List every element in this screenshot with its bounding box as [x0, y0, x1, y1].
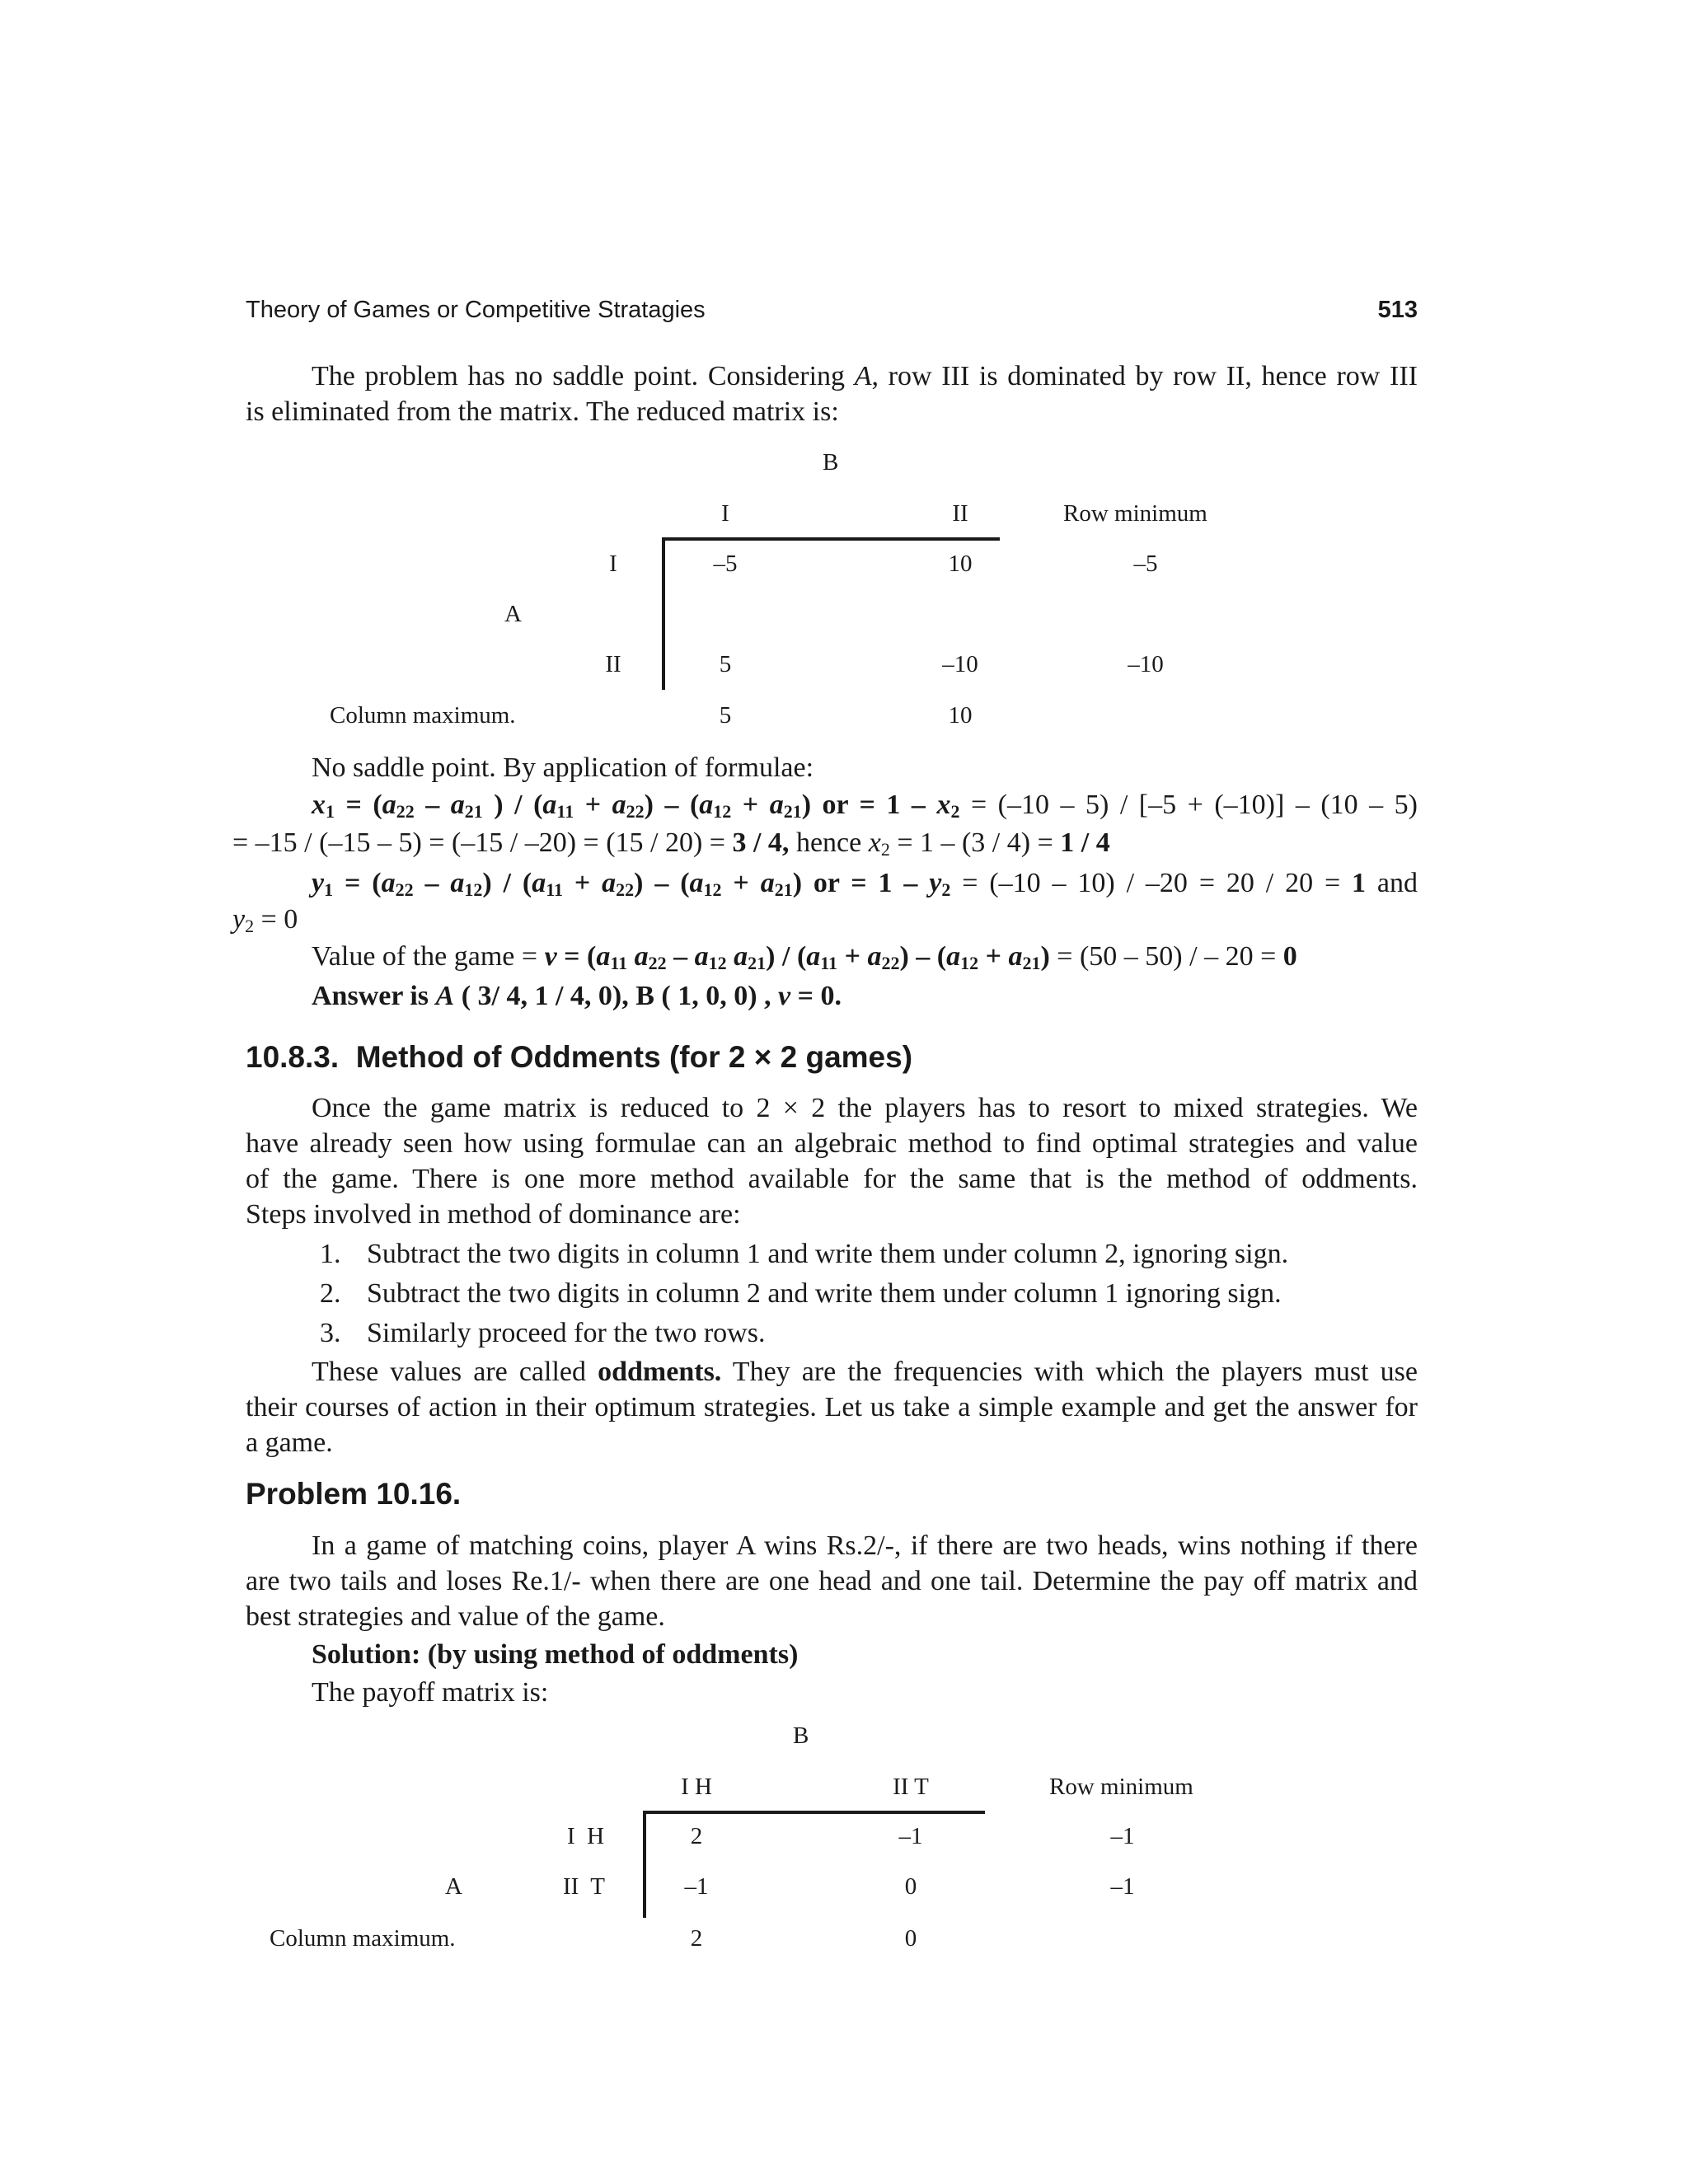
running-header-title: Theory of Games or Competitive Stratagies: [246, 297, 706, 323]
step-number: 3.: [320, 1318, 341, 1348]
intro-line-2: is eliminated from the matrix. The reduced matrix is:: [246, 396, 839, 427]
step-text: Subtract the two digits in column 2 and write them under column 1 ignoring sign.: [367, 1278, 1282, 1309]
col-max-label: Column maximum.: [330, 702, 516, 729]
formula-y2: $y_2 = 0$: [232, 904, 298, 936]
col-header: I H: [681, 1774, 712, 1800]
matrix-cell: –1: [684, 1873, 709, 1900]
problem-line: are two tails and loses Re.1/- when there are one head and one tail. Determine the pay off matrix and: [246, 1566, 1418, 1596]
formula-y1: $y_1 = (a_{22} - a_{12}) / (a_{11} + a_{22}) - (a_{12} + a_{21})$ or = $1 - y_2 = (-10 - 10) / -20 = 20 / 20 = 1$ and: [312, 868, 1418, 900]
player-a-label: A: [504, 601, 522, 627]
col-header: II: [952, 500, 968, 527]
oddments-line-1: These values are called oddments. They are the frequencies with which the players must use: [312, 1357, 1418, 1387]
matrix-cell: 2: [690, 1823, 703, 1849]
row-label: II T: [563, 1873, 606, 1900]
col-header: II T: [893, 1774, 929, 1800]
step-number: 2.: [320, 1278, 341, 1309]
row-min-value: –1: [1110, 1823, 1135, 1849]
col-max-label: Column maximum.: [270, 1925, 456, 1952]
matrix-top-rule: [643, 1811, 985, 1814]
player-b-label: B: [823, 449, 839, 476]
matrix-cell: –5: [713, 551, 738, 577]
section-para-line: Once the game matrix is reduced to 2 × 2 the players has to resort to mixed strategies. We: [312, 1093, 1418, 1123]
row-min-header: Row minimum: [1049, 1774, 1193, 1800]
answer-line: Answer is A ( 3/ 4, 1 / 4, 0), B ( 1, 0, 0) , v = 0.: [312, 981, 842, 1011]
solution-1-intro: No saddle point. By application of formulae:: [312, 752, 814, 783]
section-para-line: Steps involved in method of dominance are:: [246, 1199, 741, 1230]
oddments-line: their courses of action in their optimum strategies. Let us take a simple example and get the answer for: [246, 1392, 1418, 1422]
row-min-header: Row minimum: [1063, 500, 1207, 527]
row-min-value: –5: [1133, 551, 1158, 577]
step-number: 1.: [320, 1239, 341, 1269]
matrix-cell: 10: [948, 551, 973, 577]
col-max-value: 0: [904, 1925, 917, 1952]
formula-value: Value of the game = $v = (a_{11}$ $a_{22} - a_{12}$ $a_{21}) / (a_{11} + a_{22}) - (a_{12} + a_{21}) = (50 - 50)$ / – 20 = 0: [312, 941, 1297, 973]
page-number: 513: [1377, 297, 1418, 323]
formula-x1-continuation: = –15 / (–15 – 5) = (–15 / –20) = (15 / 20) = 3 / 4, hence $x_2 = 1 - (3 / 4) = 1 / 4$: [232, 827, 1110, 860]
solution-heading: Solution: (by using method of oddments): [312, 1639, 799, 1670]
formula-x1: $x_1 = (a_{22} - a_{21}$ ) / $(a_{11} + a_{22}) - (a_{12} + a_{21})$ or = $1 - x_2 = (-10 - 5) / [-5 + (-10)] - (10 - 5)$: [312, 790, 1418, 822]
matrix-left-rule: [643, 1811, 646, 1918]
step-text: Subtract the two digits in column 1 and write them under column 2, ignoring sign.: [367, 1239, 1289, 1269]
section-heading: 10.8.3. Method of Oddments (for 2 × 2 games): [246, 1040, 913, 1074]
problem-line: In a game of matching coins, player A wins Rs.2/-, if there are two heads, wins nothing if there: [312, 1530, 1418, 1561]
matrix-cell: –1: [898, 1823, 923, 1849]
intro-line-1: The problem has no saddle point. Considering A, row III is dominated by row II, hence row III: [312, 361, 1418, 391]
player-a-label: A: [445, 1873, 462, 1900]
problem-heading: Problem 10.16.: [246, 1477, 462, 1511]
payoff-intro: The payoff matrix is:: [312, 1677, 549, 1708]
row-label: II: [605, 651, 621, 677]
matrix-top-rule: [662, 537, 1000, 541]
matrix-left-rule: [662, 537, 665, 690]
col-max-value: 2: [690, 1925, 703, 1952]
oddments-line: a game.: [246, 1427, 333, 1458]
row-min-value: –10: [1128, 651, 1164, 677]
row-label: I H: [567, 1823, 605, 1849]
section-para-line: have already seen how using formulae can an algebraic method to find optimal strategies and value: [246, 1128, 1418, 1159]
col-max-value: 10: [948, 702, 973, 729]
problem-line: best strategies and value of the game.: [246, 1601, 665, 1632]
col-max-value: 5: [719, 702, 732, 729]
player-b-label: B: [793, 1722, 809, 1749]
row-min-value: –1: [1110, 1873, 1135, 1900]
step-text: Similarly proceed for the two rows.: [367, 1318, 766, 1348]
col-header: I: [721, 500, 729, 527]
matrix-cell: 5: [719, 651, 732, 677]
row-label: I: [609, 551, 617, 577]
section-para-line: of the game. There is one more method available for the same that is the method of oddments.: [246, 1164, 1418, 1194]
matrix-cell: 0: [904, 1873, 917, 1900]
matrix-cell: –10: [942, 651, 978, 677]
